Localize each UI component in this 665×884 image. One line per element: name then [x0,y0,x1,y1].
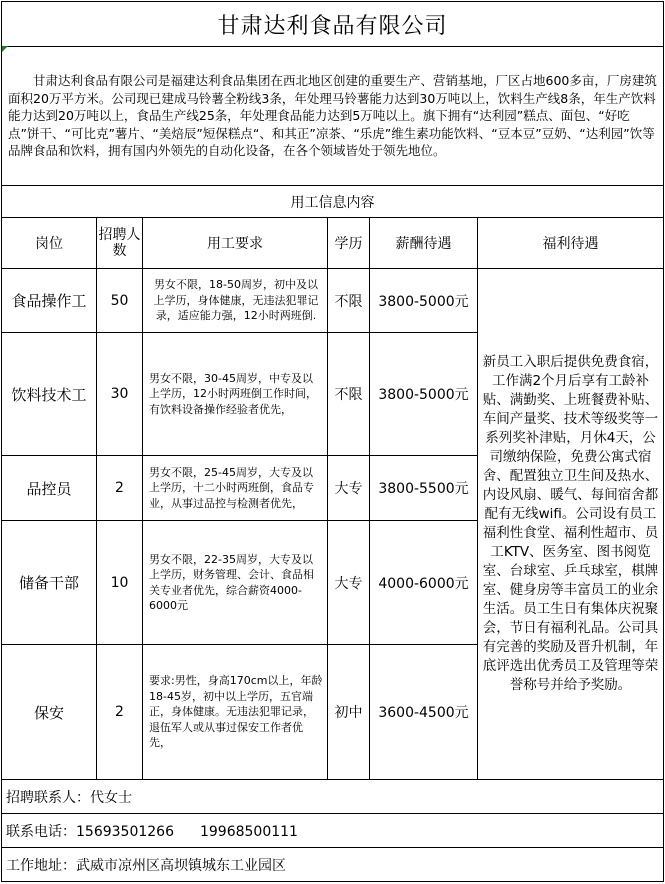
row-requirements: 男女不限，30-45周岁，中专及以上学历，12小时两班倒工作时间，有饮料设备操作经验者优先， [143,333,328,456]
recruitment-table [1,1,664,882]
row-count: 10 [97,521,143,645]
row-count: 2 [97,645,143,780]
row-position: 保安 [2,645,97,780]
row-salary: 3600-4500元 [370,645,478,780]
contact-person: 招聘联系人：代女士 [2,780,664,814]
row-education: 大专 [328,521,370,645]
row-position: 食品操作工 [2,269,97,333]
row-requirements: 男女不限，25-45周岁，大专及以上学历，十二小时两班倒，食品专业，从事过品控与检测者优先， [143,456,328,521]
company-intro-text: 甘肃达利食品有限公司是福建达利食品集团在西北地区创建的重要生产、营销基地，厂区占地600多亩，厂房建筑面积20万平方米。公司现已建成马铃薯全粉线3条，年处理马铃薯能力达到30万吨以上，饮料生产线8条，年生产饮料能力达到20万吨以上，食品生产线25条，年处理食品能力达到5万吨以上。旗下拥有“达利园”糕点、面包、“好吃点”饼干、“可比克”薯片、“美焙辰”短保糕点“、和其正”凉茶、“乐虎”维生素功能饮料、“豆本豆”豆奶、“达利园”饮等品牌食品和饮料，拥有国内外领先的自动化设备，在各个领域皆处于领先地位。 [8,73,657,159]
row-requirements: 男女不限，18-50周岁，初中及以上学历，身体健康，无违法犯罪记录，适应能力强，12小时两班倒. [143,269,328,333]
header-count: 招聘人数 [97,218,143,269]
cell-comment-marker [2,46,8,52]
row-education: 不限 [328,333,370,456]
row-count: 2 [97,456,143,521]
row-education: 大专 [328,456,370,521]
header-salary: 薪酬待遇 [370,218,478,269]
row-count: 50 [97,269,143,333]
header-education: 学历 [328,218,370,269]
section-title: 用工信息内容 [2,186,664,218]
work-address: 工作地址：武威市凉州区高坝镇城东工业园区 [2,848,664,882]
header-requirements: 用工要求 [143,218,328,269]
contact-phone [2,814,664,848]
row-count: 30 [97,333,143,456]
row-salary: 3800-5000元 [370,269,478,333]
row-education: 初中 [328,645,370,780]
row-education: 不限 [328,269,370,333]
row-salary: 3800-5000元 [370,333,478,456]
row-requirements: 要求:男性，身高170cm以上，年龄18-45岁，初中以上学历，五官端正，身体健康。无违法犯罪记录，退伍军人或从事过保安工作者优先， [143,645,328,780]
phone-label: 联系电话： [6,823,76,840]
phone-number-1: 15693501266 [76,823,174,840]
company-intro [2,47,664,186]
phone-number-2: 19968500111 [199,823,298,840]
row-position: 品控员 [2,456,97,521]
row-salary: 4000-6000元 [370,521,478,645]
row-salary: 3800-5500元 [370,456,478,521]
header-position: 岗位 [2,218,97,269]
row-requirements: 男女不限，22-35周岁，大专及以上学历，财务管理、会计、食品相关专业者优先，综合薪资4000-6000元 [143,521,328,645]
benefits-text: 新员工入职后提供免费食宿，工作满2个月后享有工龄补贴、满勤奖、上班餐费补贴、车间产量奖、技术等级奖等一系列奖补津贴，月休4天，公司缴纳保险，免费公寓式宿舍、配置独立卫生间及热水、内设风扇、暖气、每间宿舍都配有无线wifi。公司设有员工福利性食堂、福利性超市、员工KTV、医务室、图书阅览室、台球室、乒乓球室，棋牌室、健身房等丰富员工的业余生活。员工生日有集体庆祝聚会，节日有福利礼品。公司具有完善的奖励及晋升机制，年底评选出优秀员工及管理等荣誉称号并给予奖励。 [478,269,664,780]
row-position: 储备干部 [2,521,97,645]
row-position: 饮料技术工 [2,333,97,456]
company-title: 甘肃达利食品有限公司 [2,2,664,47]
table-row [2,269,664,333]
header-benefits: 福利待遇 [478,218,664,269]
